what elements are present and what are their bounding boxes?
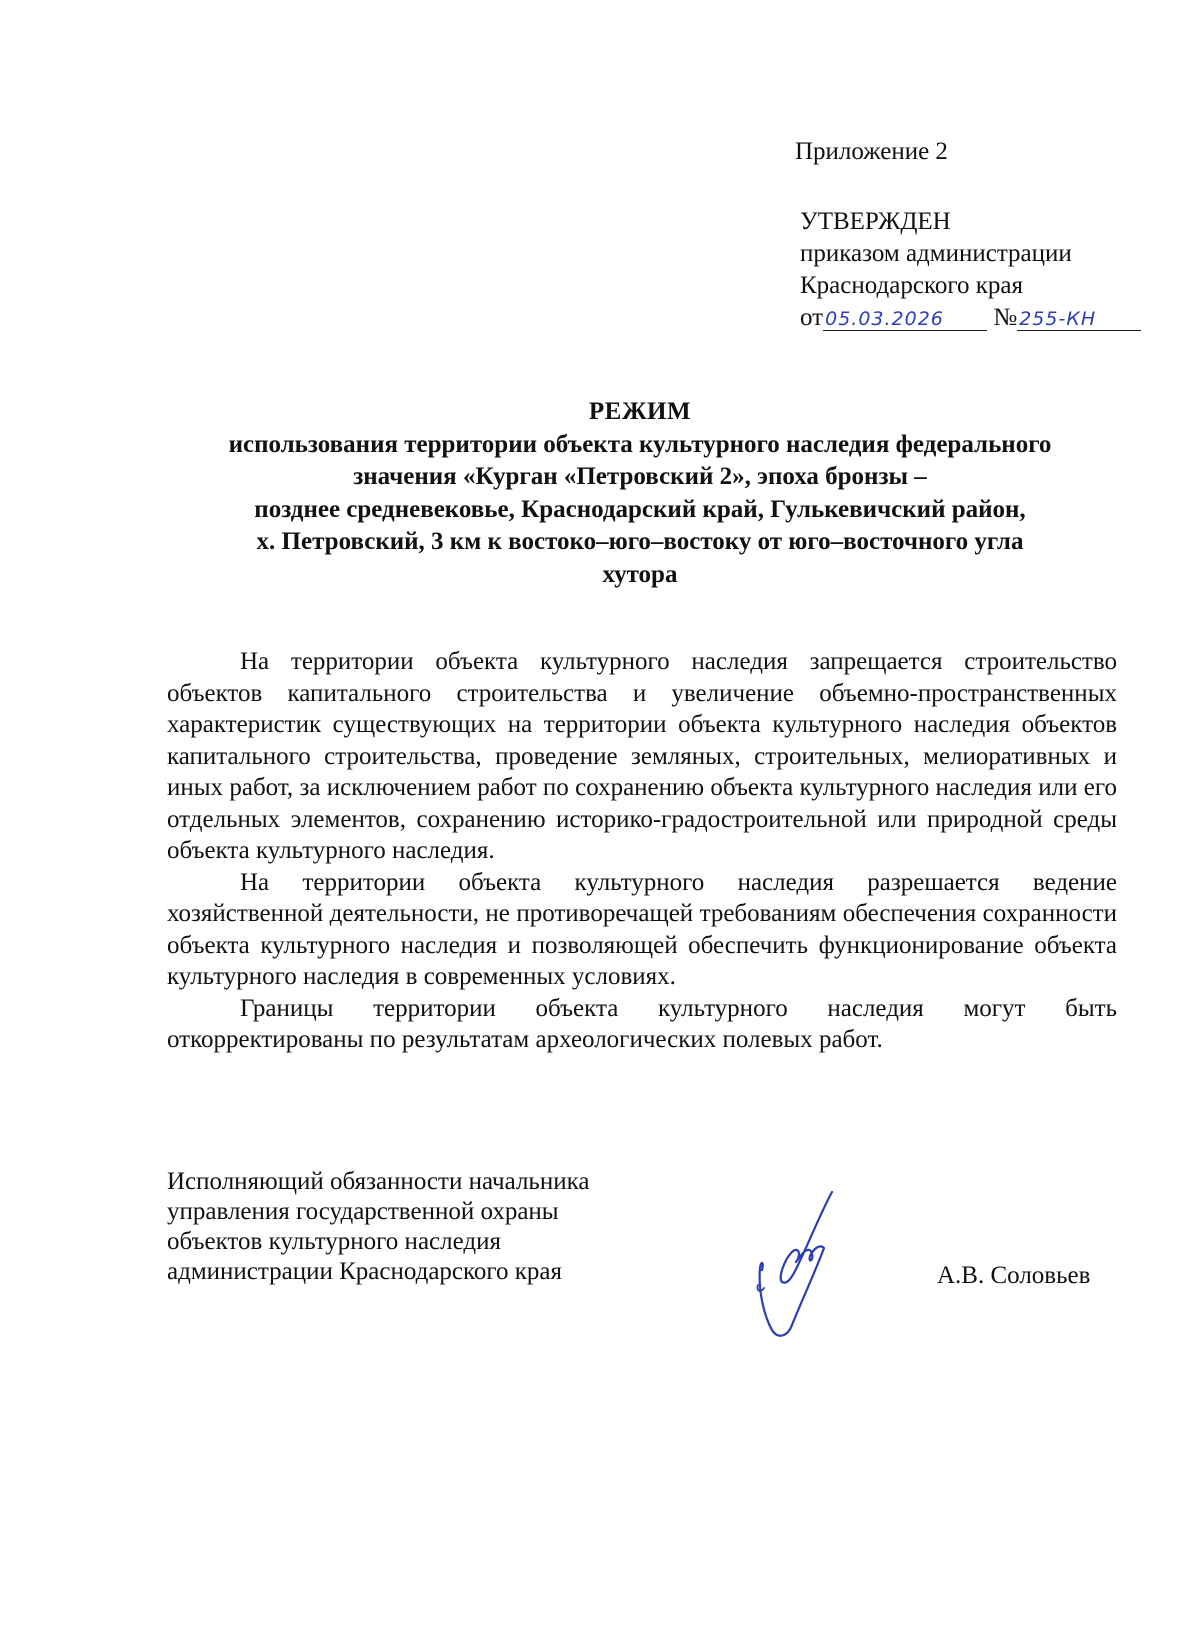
body-paragraph: На территории объекта культурного наследия запрещается строительство объектов капитального строительства и увеличение объемно-пространственных характеристик существующих на территории объекта культурного наследия объектов капитального строительства, проведение земляных, строительных, мелиоративных и иных работ, за исключением работ по сохранению объекта культурного наследия или его отдельных элементов, сохранению историко-градостроительной или природной среды объекта культурного наследия. — [167, 648, 1117, 864]
title-line: значения «Курган «Петровский 2», эпоха бронзы – — [353, 463, 927, 490]
signer-position-line: Исполняющий обязанности начальника — [167, 1168, 590, 1195]
signer-position-line: объектов культурного наследия — [167, 1228, 501, 1255]
approval-stamp — [800, 206, 1141, 334]
signer-position-line: управления государственной охраны — [167, 1198, 559, 1225]
handwritten-number: 255-КН — [1017, 308, 1141, 331]
title-heading: РЕЖИМ — [588, 398, 692, 425]
approval-date-line — [800, 302, 1141, 334]
title-line: хутора — [602, 560, 678, 588]
document-title — [160, 396, 1120, 591]
appendix-label: Приложение 2 — [795, 138, 948, 165]
body-paragraph: На территории объекта культурного наследия разрешается ведение хозяйственной деятельности, не противоречащей требованиям обеспечения сохранности объекта культурного наследия и позволяющей обеспечить функционирование объекта культурного наследия в современных условиях. — [167, 868, 1117, 990]
handwritten-date: 05.03.2026 — [823, 308, 987, 331]
title-line: использования территории объекта культурного наследия федерального — [228, 430, 1052, 458]
approval-status: УТВЕРЖДЕН — [800, 208, 951, 235]
signer-position — [167, 1167, 589, 1287]
approval-line-2: Краснодарского края — [800, 272, 1023, 299]
date-prefix: от — [800, 304, 824, 331]
title-line: позднее средневековье, Краснодарский край, Гулькевичский район, — [254, 495, 1026, 523]
body-paragraph: Границы территории объекта культурного наследия могут быть откорректированы по результатам археологических полевых работ. — [167, 994, 1117, 1053]
document-body — [167, 646, 1117, 1056]
handwritten-signature — [752, 1190, 857, 1350]
number-prefix: № — [993, 304, 1018, 331]
approval-line-1: приказом администрации — [800, 240, 1072, 267]
signer-position-line: администрации Краснодарского края — [167, 1258, 563, 1285]
signer-name: А.В. Соловьев — [937, 1262, 1091, 1289]
title-line: х. Петровский, 3 км к востоко–юго–востоку от юго–восточного угла — [256, 528, 1024, 555]
